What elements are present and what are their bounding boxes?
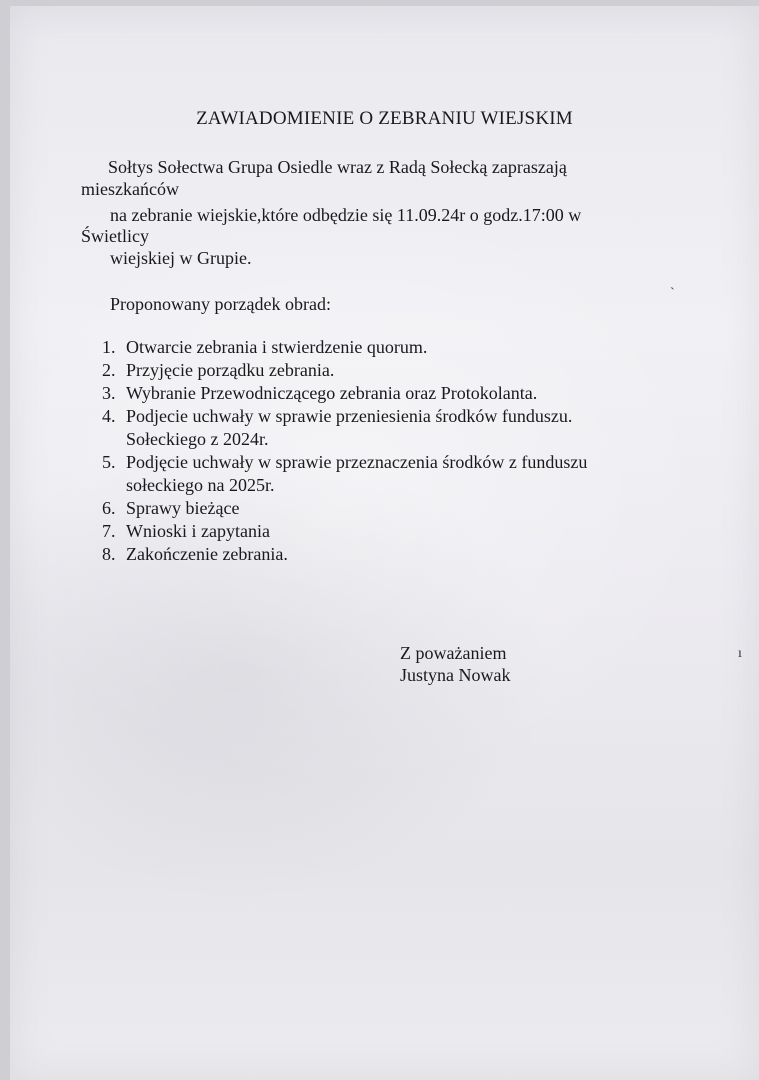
agenda-item-number: 7. xyxy=(102,521,116,541)
agenda-item-text: Otwarcie zebrania i stwierdzenie quorum. xyxy=(126,337,428,357)
agenda-item-text: Przyjęcie porządku zebrania. xyxy=(126,360,335,380)
agenda-item xyxy=(102,382,587,405)
agenda-heading: Proponowany porządek obrad: xyxy=(110,294,331,314)
agenda-item-text: Podjecie uchwały w sprawie przeniesienia środków funduszu. xyxy=(126,406,573,426)
agenda-item-number: 3. xyxy=(102,383,116,403)
document-title: ZAWIADOMIENIE O ZEBRANIU WIEJSKIM xyxy=(196,108,573,129)
agenda-item xyxy=(102,359,587,382)
intro-line-2: mieszkańców xyxy=(81,179,179,199)
agenda-item-text: Sprawy bieżące xyxy=(126,498,240,518)
agenda-item-continuation: Sołeckiego z 2024r. xyxy=(126,429,269,449)
closing-text: Z poważaniem xyxy=(400,643,507,663)
intro-line-1: Sołtys Sołectwa Grupa Osiedle wraz z Radą Sołecką zapraszają xyxy=(108,157,567,177)
agenda-item xyxy=(102,451,587,497)
intro-line-5: wiejskiej w Grupie. xyxy=(110,248,252,268)
signature-name: Justyna Nowak xyxy=(400,665,511,685)
ink-speck: ı xyxy=(738,646,742,661)
agenda-item-number: 6. xyxy=(102,498,116,518)
agenda-item xyxy=(102,497,587,520)
agenda-item-text: Zakończenie zebrania. xyxy=(126,544,288,564)
ink-speck: ˋ xyxy=(670,286,675,301)
agenda-item-continuation: sołeckiego na 2025r. xyxy=(126,475,275,495)
intro-line-4: Świetlicy xyxy=(81,226,149,246)
agenda-list xyxy=(102,336,587,566)
agenda-item xyxy=(102,405,587,451)
agenda-item xyxy=(102,336,587,359)
agenda-item-number: 8. xyxy=(102,544,116,564)
agenda-item xyxy=(102,520,587,543)
agenda-item-number: 4. xyxy=(102,406,116,426)
agenda-item-number: 1. xyxy=(102,337,116,357)
agenda-item xyxy=(102,543,587,566)
agenda-item-text: Wnioski i zapytania xyxy=(126,521,270,541)
agenda-item-number: 5. xyxy=(102,452,116,472)
agenda-item-number: 2. xyxy=(102,360,116,380)
agenda-item-text: Wybranie Przewodniczącego zebrania oraz Protokolanta. xyxy=(126,383,538,403)
agenda-item-text: Podjęcie uchwały w sprawie przeznaczenia środków z funduszu xyxy=(126,452,588,472)
paper-sheet xyxy=(10,6,759,1080)
intro-line-3: na zebranie wiejskie,które odbędzie się 11.09.24r o godz.17:00 w xyxy=(110,205,582,225)
